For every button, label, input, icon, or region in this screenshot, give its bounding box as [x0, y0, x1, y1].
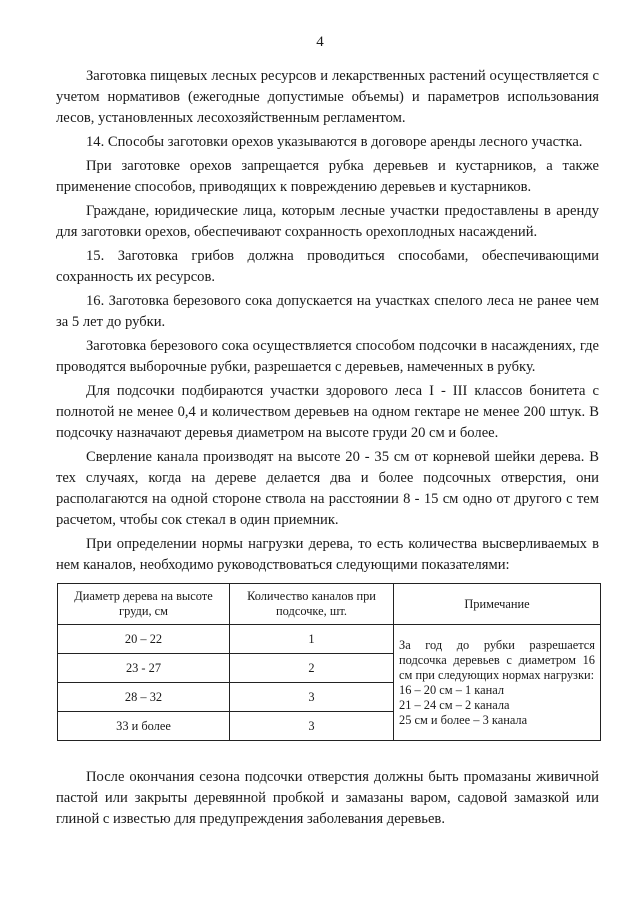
paragraph-sap-selection: Для подсочки подбираются участки здорового леса I - III классов бонитета с полнотой не менее 0,4 и количеством деревьев на одном гектаре не менее 200 штук. В подсочку назначают деревья диаметром на высоте груди 20 см и более.: [56, 383, 599, 441]
cell-diameter: 28 – 32: [58, 683, 230, 712]
cell-note: [394, 625, 601, 741]
cell-diameter: 20 – 22: [58, 625, 230, 654]
paragraph-drilling: Сверление канала производят на высоте 20 - 35 см от корневой шейки дерева. В тех случаях, когда на дереве делается два и более подсочных отверстия, они располагаются на одной стороне ствола на расстоянии 8 - 15 см одно от другого с тем расчетом, чтобы сок стекал в один приемник.: [56, 449, 599, 528]
cell-channels: 3: [230, 683, 394, 712]
paragraph-load-norms: При определении нормы нагрузки дерева, то есть количества высверливаемых в нем каналов, необходимо руководствоваться следующими показателями:: [56, 536, 599, 573]
table-header-row: [58, 584, 601, 625]
note-intro: За год до рубки разрешается подсочка деревьев с диаметром 16 см при следующих нормах нагрузки:: [399, 637, 595, 682]
paragraph-item-15: 15. Заготовка грибов должна проводиться способами, обеспечивающими сохранность их ресурсов.: [56, 248, 599, 285]
cell-diameter: 23 - 27: [58, 654, 230, 683]
paragraph-nut-restrictions: При заготовке орехов запрещается рубка деревьев и кустарников, а также применение способов, приводящих к повреждению деревьев и кустарников.: [56, 158, 599, 195]
header-channels: Количество каналов при подсочке, шт.: [230, 584, 394, 625]
header-note: Примечание: [394, 584, 601, 625]
header-diameter: Диаметр дерева на высоте груди, см: [58, 584, 230, 625]
cell-channels: 2: [230, 654, 394, 683]
page-number: 4: [316, 34, 324, 50]
tapping-norms-table: [57, 583, 601, 741]
note-line: 21 – 24 см – 2 канала: [399, 697, 510, 712]
table-row: [58, 625, 601, 654]
paragraph-sap-method: Заготовка березового сока осуществляется способом подсочки в насаждениях, где проводятся выборочные рубки, разрешается с деревьев, намеченных в рубку.: [56, 338, 599, 375]
note-line: 16 – 20 см – 1 канал: [399, 682, 505, 697]
cell-channels: 1: [230, 625, 394, 654]
cell-channels: 3: [230, 712, 394, 741]
document-body: [56, 66, 599, 833]
paragraph-item-14: 14. Способы заготовки орехов указываются в договоре аренды лесного участка.: [86, 134, 583, 150]
paragraph-food-resources: Заготовка пищевых лесных ресурсов и лекарственных растений осуществляется с учетом нормативов (ежегодные допустимые объемы) и параметров использования лесов, установленных лесохозяйственным регламентом.: [56, 68, 599, 126]
note-line: 25 см и более – 3 канала: [399, 712, 528, 727]
paragraph-nut-tenants: Граждане, юридические лица, которым лесные участки предоставлены в аренду для заготовки орехов, обеспечивают сохранность орехоплодных насаждений.: [56, 203, 599, 240]
cell-diameter: 33 и более: [58, 712, 230, 741]
paragraph-item-16: 16. Заготовка березового сока допускается на участках спелого леса не ранее чем за 5 лет до рубки.: [56, 293, 599, 330]
paragraph-closing: После окончания сезона подсочки отверстия должны быть промазаны живичной пастой или закрыты деревянной пробкой и замазаны варом, садовой замазкой или глиной с известью для предупреждения заболевания деревьев.: [56, 769, 599, 827]
